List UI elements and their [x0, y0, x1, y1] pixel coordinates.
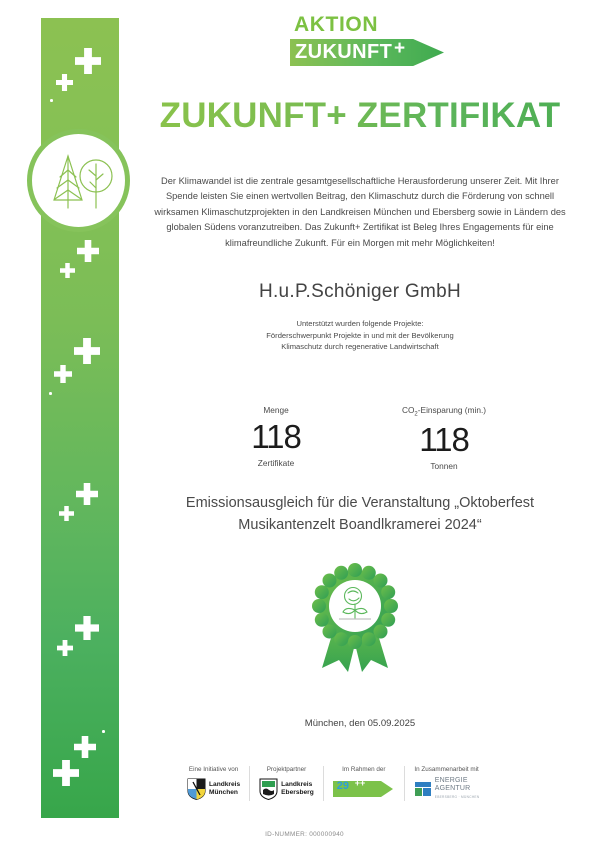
- brand-arrow-shape: [290, 39, 444, 66]
- recipient-name: H.u.P.Schöniger GmbH: [258, 281, 462, 302]
- issue-date: München, den 05.09.2025: [304, 718, 416, 729]
- partner-name-line-1: ENERGIE: [434, 777, 468, 784]
- stat-menge-value: 118: [251, 418, 301, 455]
- two-trees-icon: [42, 150, 116, 212]
- intro-paragraph: Der Klimawandel ist die zentrale gesamtgesellschaftliche Herausforderung unserer Zeit. Mit Ihrer Spende leisten Sie einen wertvollen Beitrag, den Klimaschutz durch die Förderung von schnell wirksamen Klimaschutzprojekten in den Landkreisen München und Ebersberg sowie in Ländern des globalen Südens voranzutreiben. Das Zukunft+ Zertifikat ist Beleg Ihres Engagements für eine klimafreundliche Zukunft. Für ein Morgen mit mehr Möglichkeiten!: [154, 176, 566, 248]
- plus-decor-icon: [75, 616, 99, 640]
- partner-name-line-1: 29: [336, 780, 350, 792]
- tree-logo-circle: [27, 129, 130, 232]
- brand-zukunft-text: ZUKUNFT: [295, 41, 393, 63]
- plus-decor-icon: [56, 74, 73, 91]
- stats-row: [205, 405, 515, 471]
- partner-29plusplus: [323, 766, 404, 801]
- partner-logo: [259, 777, 314, 801]
- partner-name-line-1: Landkreis: [281, 781, 313, 788]
- certificate-seal: [308, 562, 402, 674]
- partner-name: [435, 777, 480, 801]
- brand-aktion-text: AKTION: [294, 13, 379, 36]
- stat-co2-value: 118: [419, 420, 469, 458]
- dot-decor-icon: [49, 392, 52, 395]
- partner-landkreis-muenchen: [178, 766, 249, 801]
- plus-decor-icon: [74, 338, 100, 364]
- event-description: Emissionsausgleich für die Veranstaltung „Oktoberfest Musikantenzelt Boandlkramerei 2024“: [185, 495, 535, 533]
- partner-name: [281, 781, 314, 797]
- stat-co2-unit: Tonnen: [430, 460, 458, 471]
- stat-co2-label-post: -Einsparung (min.): [417, 405, 487, 415]
- dot-decor-icon: [50, 99, 53, 102]
- stat-menge-unit: Zertifikate: [257, 458, 295, 468]
- partner-caption: Im Rahmen der: [342, 766, 386, 773]
- plus-decor-icon: [75, 48, 101, 74]
- projects-intro: Unterstützt wurden folgende Projekte:: [296, 319, 424, 328]
- partner-name-line-3: EBERSBERG · MÜNCHEN: [434, 795, 480, 799]
- dot-decor-icon: [102, 730, 105, 733]
- energie-agentur-mark-icon: [414, 780, 432, 798]
- stat-co2: [396, 405, 492, 471]
- partner-name: [209, 781, 240, 797]
- stat-co2-label-sub: 2: [414, 411, 418, 418]
- stat-menge-label: Menge: [263, 405, 289, 415]
- plus-decor-icon: [77, 240, 99, 262]
- stat-co2-label: [396, 405, 492, 418]
- plus-decor-icon: [53, 760, 79, 786]
- projects-line-1: Förderschwerpunkt Projekte in und mit der Bevölkerung: [266, 330, 454, 340]
- partner-logos-row: [178, 766, 538, 810]
- plus-decor-icon: [74, 736, 96, 758]
- plus-decor-icon: [54, 365, 72, 383]
- partner-caption: Eine Initiative von: [188, 766, 239, 773]
- partner-energie-agentur: [404, 766, 489, 801]
- projects-line-2: Klimaschutz durch regenerative Landwirtschaft: [281, 342, 439, 352]
- stat-menge: [228, 405, 324, 471]
- plus-decor-icon: [57, 640, 73, 656]
- plus-decor-icon: [76, 483, 98, 505]
- partner-caption: Projektpartner: [266, 766, 307, 773]
- rosette-seal-icon: [308, 562, 402, 674]
- supported-projects: [160, 318, 560, 353]
- partner-logo: [333, 777, 395, 801]
- aktion-zukunft-logo: [290, 14, 450, 70]
- partner-name-line-2: ++: [354, 778, 366, 788]
- page-title: ZUKUNFT+ ZERTIFIKAT: [140, 96, 580, 136]
- partner-name-line-2: Ebersberg: [281, 789, 314, 796]
- partner-name-line-1: Landkreis: [209, 781, 241, 788]
- partner-name-line-2: AGENTUR: [434, 785, 471, 792]
- partner-landkreis-ebersberg: [249, 766, 323, 801]
- brand-plus-text: +: [394, 38, 406, 59]
- id-number: ID-NUMMER: 000000940: [265, 831, 344, 838]
- partner-name-line-2: München: [209, 789, 238, 796]
- stat-co2-label-pre: CO: [401, 405, 415, 415]
- coat-of-arms-ebersberg-icon: [259, 778, 278, 800]
- partner-caption: In Zusammenarbeit mit: [414, 766, 479, 773]
- plus-decor-icon: [60, 263, 75, 278]
- partner-logo: [414, 777, 480, 801]
- partner-logo: [187, 777, 240, 801]
- plus-decor-icon: [59, 506, 74, 521]
- coat-of-arms-muenchen-icon: [187, 778, 206, 800]
